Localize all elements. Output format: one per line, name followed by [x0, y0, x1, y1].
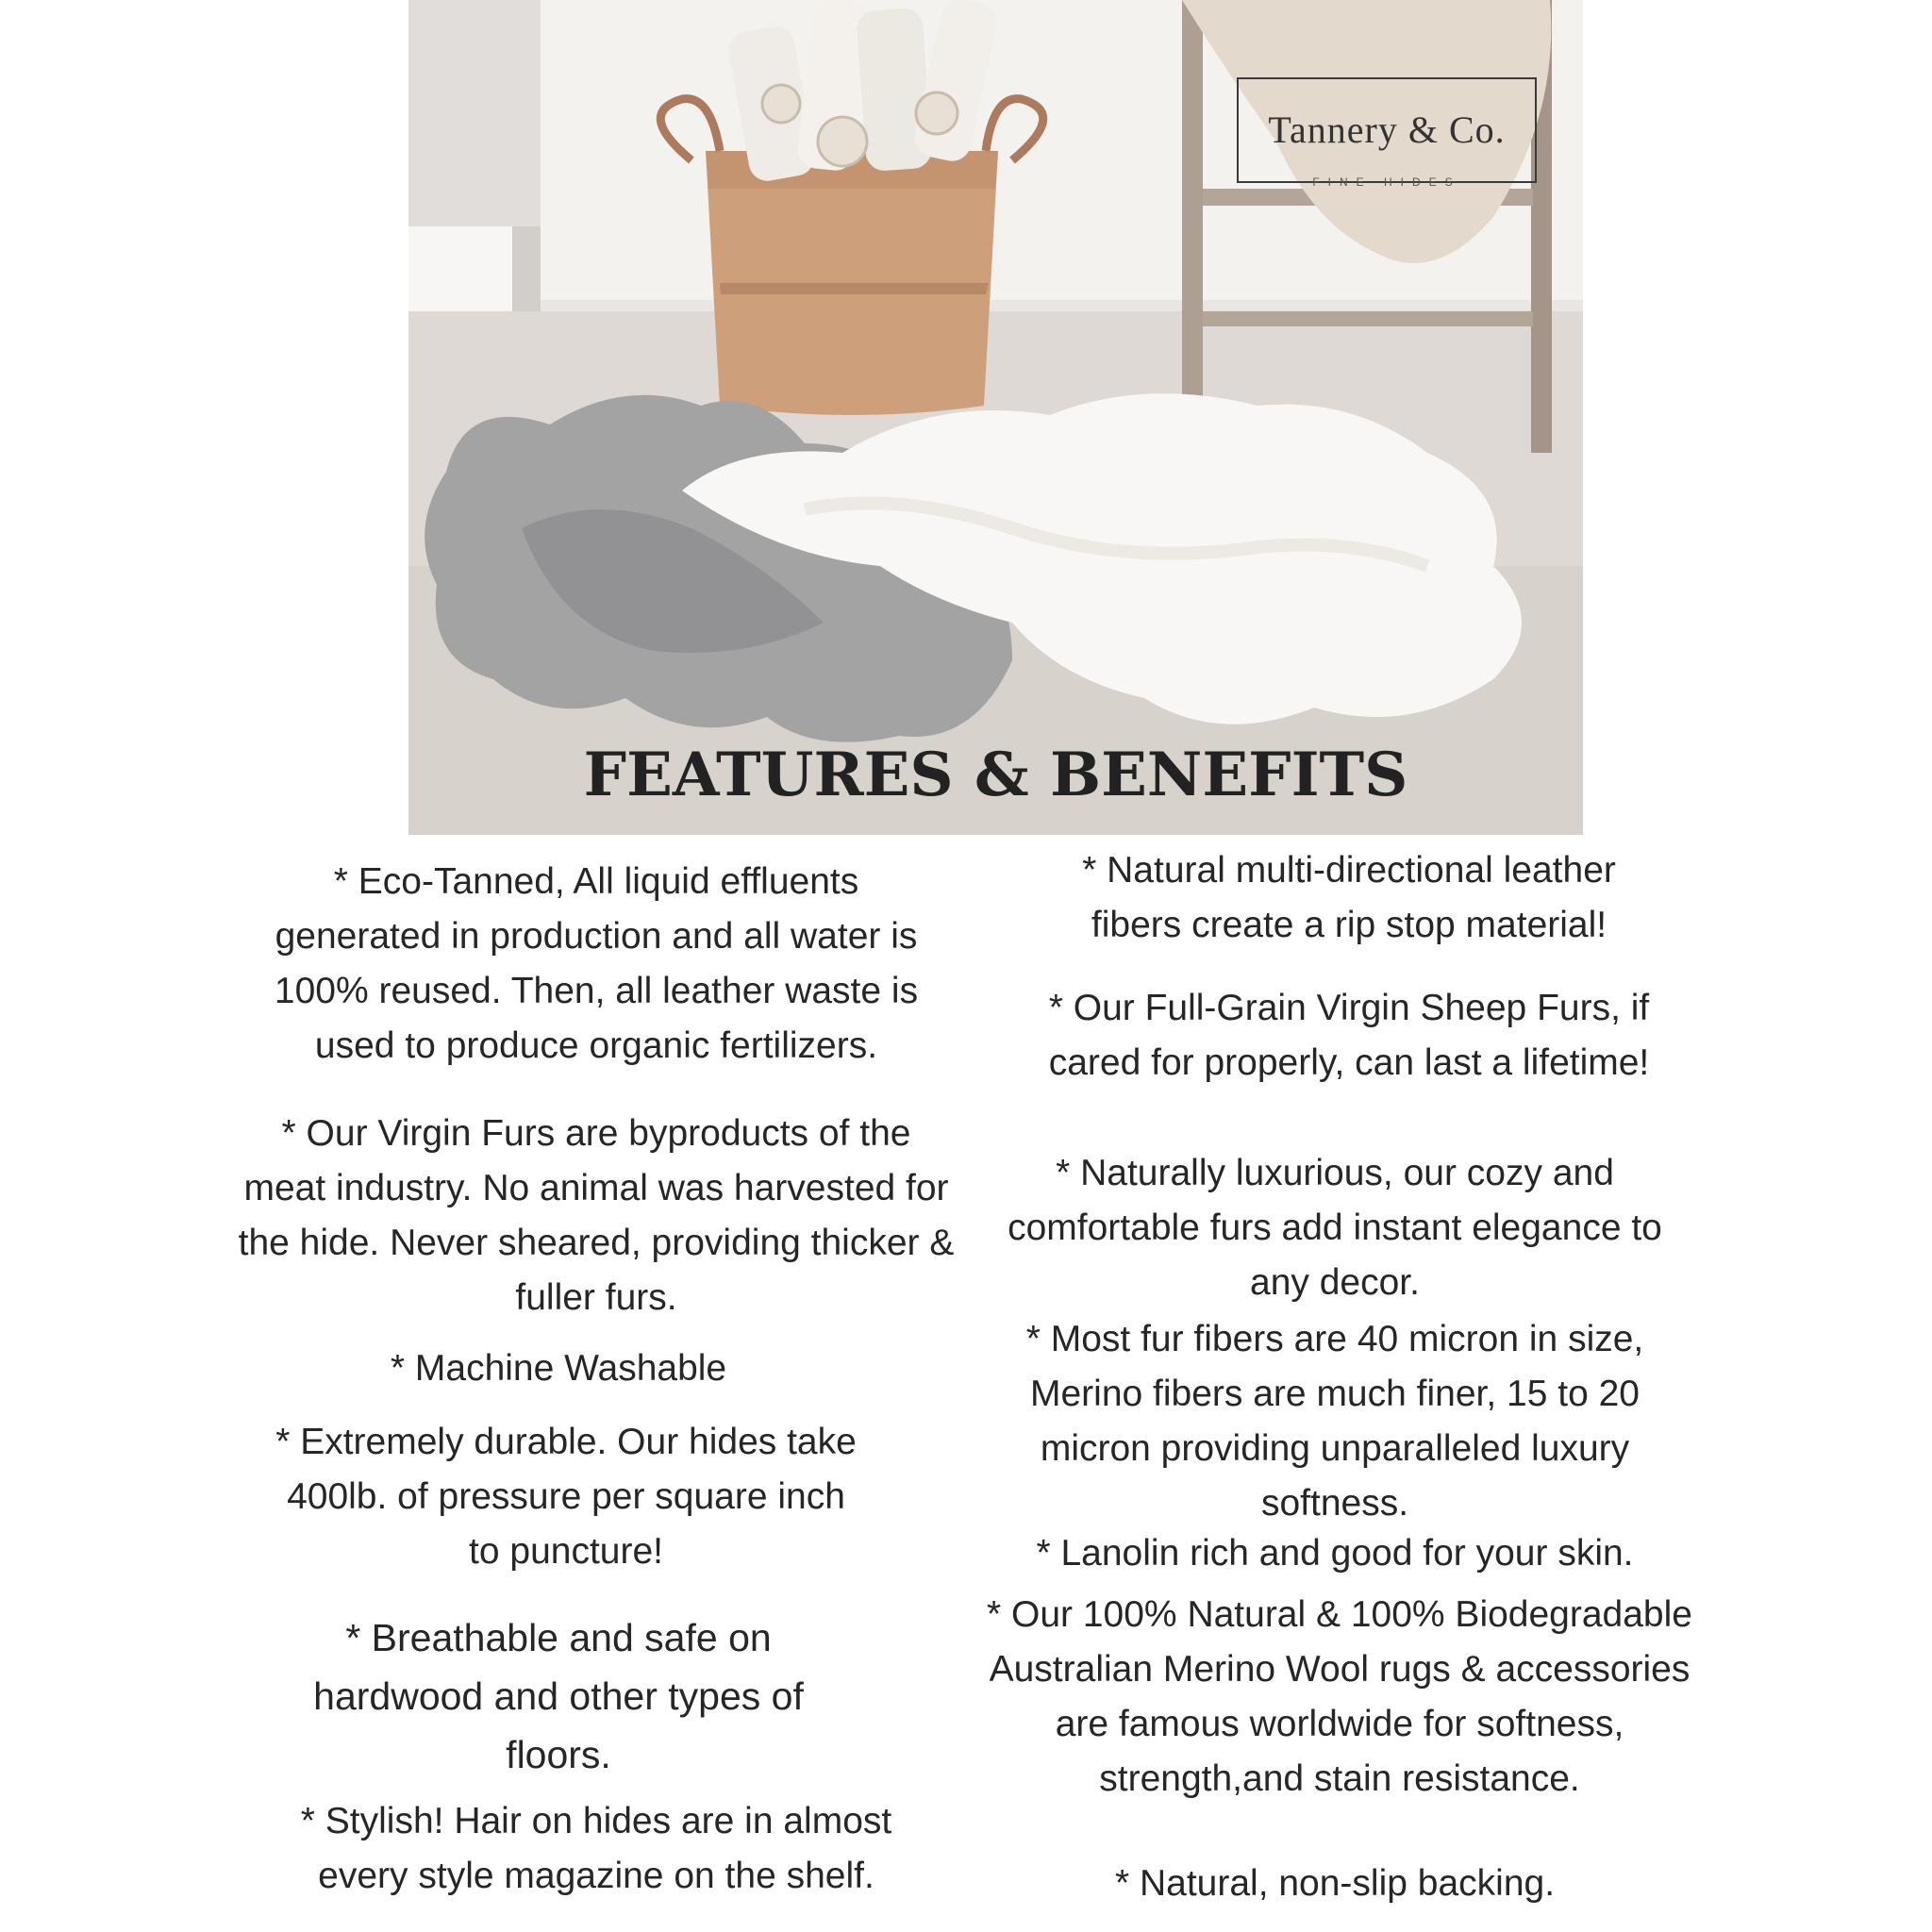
left-feature-eco-tanned: * Eco-Tanned, All liquid effluents generated in production and all water is 100% reused. Then, all leather waste is used to produce organic fertilizers.: [274, 861, 919, 1066]
left-feature-machine-washable: * Machine Washable: [390, 1348, 727, 1389]
brand-logo: [1237, 77, 1537, 189]
left-feature-breathable: * Breathable and safe on hardwood and other types of floors.: [313, 1616, 804, 1776]
right-feature-rip-stop: * Natural multi-directional leather fibers create a rip stop material!: [1082, 850, 1616, 945]
brand-tagline: FINE HIDES: [1312, 175, 1461, 189]
brand-name: Tannery & Co.: [1268, 108, 1506, 151]
left-feature-virgin-furs: * Our Virgin Furs are byproducts of the meat industry. No animal was harvested for the hide. Never sheared, providing thicker & fuller furs.: [238, 1113, 955, 1318]
left-feature-durable: * Extremely durable. Our hides take 400lb. of pressure per square inch to puncture!: [275, 1422, 857, 1572]
right-feature-lanolin: * Lanolin rich and good for your skin.: [1036, 1533, 1634, 1574]
features-heading: FEATURES & BENEFITS: [583, 740, 1408, 810]
right-feature-micron: * Most fur fibers are 40 micron in size, Merino fibers are much finer, 15 to 20 micron providing unparalleled luxury softness.: [1025, 1319, 1644, 1524]
right-feature-merino-wool: * Our 100% Natural & 100% Biodegradable Australian Merino Wool rugs & accessories are famous worldwide for softness, strength,and stain resistance.: [987, 1594, 1692, 1799]
right-feature-non-slip: * Natural, non-slip backing.: [1114, 1863, 1556, 1904]
right-feature-luxurious: * Naturally luxurious, our cozy and comfortable furs add instant elegance to any decor.: [1008, 1153, 1662, 1303]
right-feature-full-grain: * Our Full-Grain Virgin Sheep Furs, if cared for properly, can last a lifetime!: [1048, 988, 1650, 1083]
left-feature-stylish: * Stylish! Hair on hides are in almost every style magazine on the shelf.: [300, 1801, 892, 1896]
hero-photo: [408, 0, 1583, 835]
